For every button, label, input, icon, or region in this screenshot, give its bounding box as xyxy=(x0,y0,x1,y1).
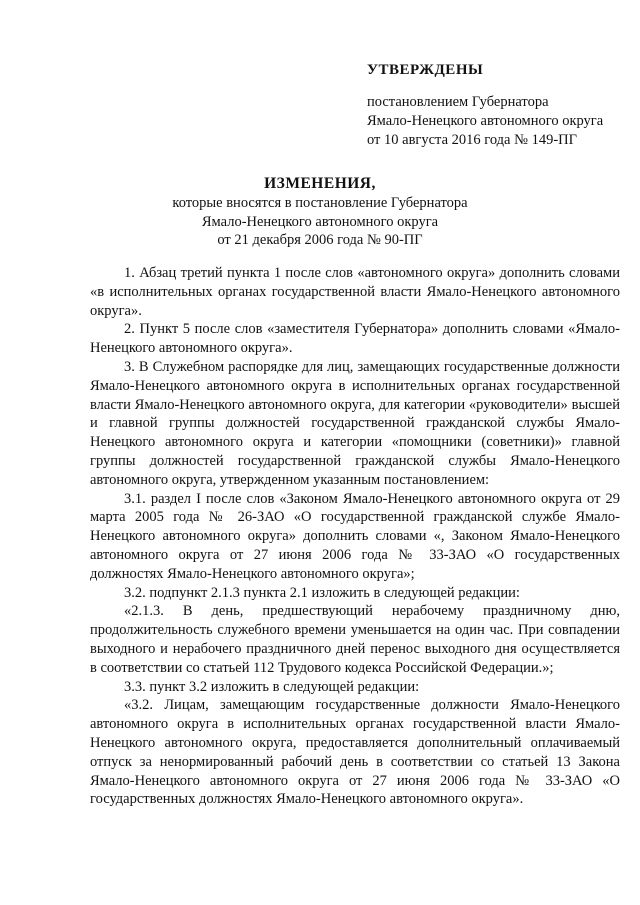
approval-line-1: постановлением Губернатора xyxy=(367,94,549,110)
heading-line-2: Ямало-Ненецкого автономного округа xyxy=(201,213,439,230)
approval-line-3: от 10 августа 2016 года № 149-ПГ xyxy=(367,132,578,148)
paragraph-3-2-text: «3.2. Лицам, замещающим государственные должности Ямало-Ненецкого автономного округа в исполнительных органах государственной власти Ямало-Ненецкого автономного округа, предоставляется дополнительный оплачиваемый отпуск за ненормированный рабочий день в соответствии со статьей 13 Закона Ямало-Ненецкого автономного округа от 27 июня 2006 года № 33-ЗАО «О государственных должностях Ямало-Ненецкого автономного округа». xyxy=(90,697,620,808)
approval-line-2: Ямало-Ненецкого автономного округа xyxy=(367,113,604,129)
approval-stamp xyxy=(367,62,627,150)
heading-title: ИЗМЕНЕНИЯ, xyxy=(264,175,376,192)
paragraph-2: 2. Пункт 5 после слов «заместителя Губернатора» дополнить словами «Ямало-Ненецкого автономного округа». xyxy=(90,321,620,357)
paragraph-1: 1. Абзац третий пункта 1 после слов «автономного округа» дополнить словами «в исполнительных органах государственной власти Ямало-Ненецкого автономного округа». xyxy=(90,265,620,319)
document-body xyxy=(90,264,620,809)
paragraph-3-2: 3.2. подпункт 2.1.3 пункта 2.1 изложить в следующей редакции: xyxy=(124,584,520,601)
document-heading xyxy=(0,174,640,250)
approval-title: УТВЕРЖДЕНЫ xyxy=(367,62,484,78)
paragraph-3: 3. В Служебном распорядке для лиц, замещающих государственные должности Ямало-Ненецкого автономного округа в исполнительных органах государственной власти Ямало-Ненецкого автономного округа, для категории «руководители» высшей и главной группы должностей государственной гражданской службы Ямало-Ненецкого автономного округа и категории «помощники (советники)» главной группы должностей государственной гражданской службы Ямало-Ненецкого автономного округа, утвержденном указанным постановлением: xyxy=(90,358,620,488)
paragraph-3-1: 3.1. раздел I после слов «Законом Ямало-Ненецкого автономного округа от 29 марта 2005 года № 26-ЗАО «О государственной гражданской службе Ямало-Ненецкого автономного округа» дополнить словами «, Законом Ямало-Ненецкого автономного округа от 27 июня 2006 года № 33-ЗАО «О государственных должностях Ямало-Ненецкого автономного округа»; xyxy=(90,490,620,582)
paragraph-3-3: 3.3. пункт 3.2 изложить в следующей редакции: xyxy=(124,678,420,695)
heading-line-3: от 21 декабря 2006 года № 90-ПГ xyxy=(217,232,423,248)
heading-line-1: которые вносятся в постановление Губернатора xyxy=(172,195,468,211)
paragraph-2-1-3: «2.1.3. В день, предшествующий нерабочему праздничному дню, продолжительность служебного времени уменьшается на один час. При совпадении выходного и нерабочего праздничного дней перенос выходного дня осуществляется в соответствии со статьей 112 Трудового кодекса Российской Федерации.»; xyxy=(90,603,620,676)
